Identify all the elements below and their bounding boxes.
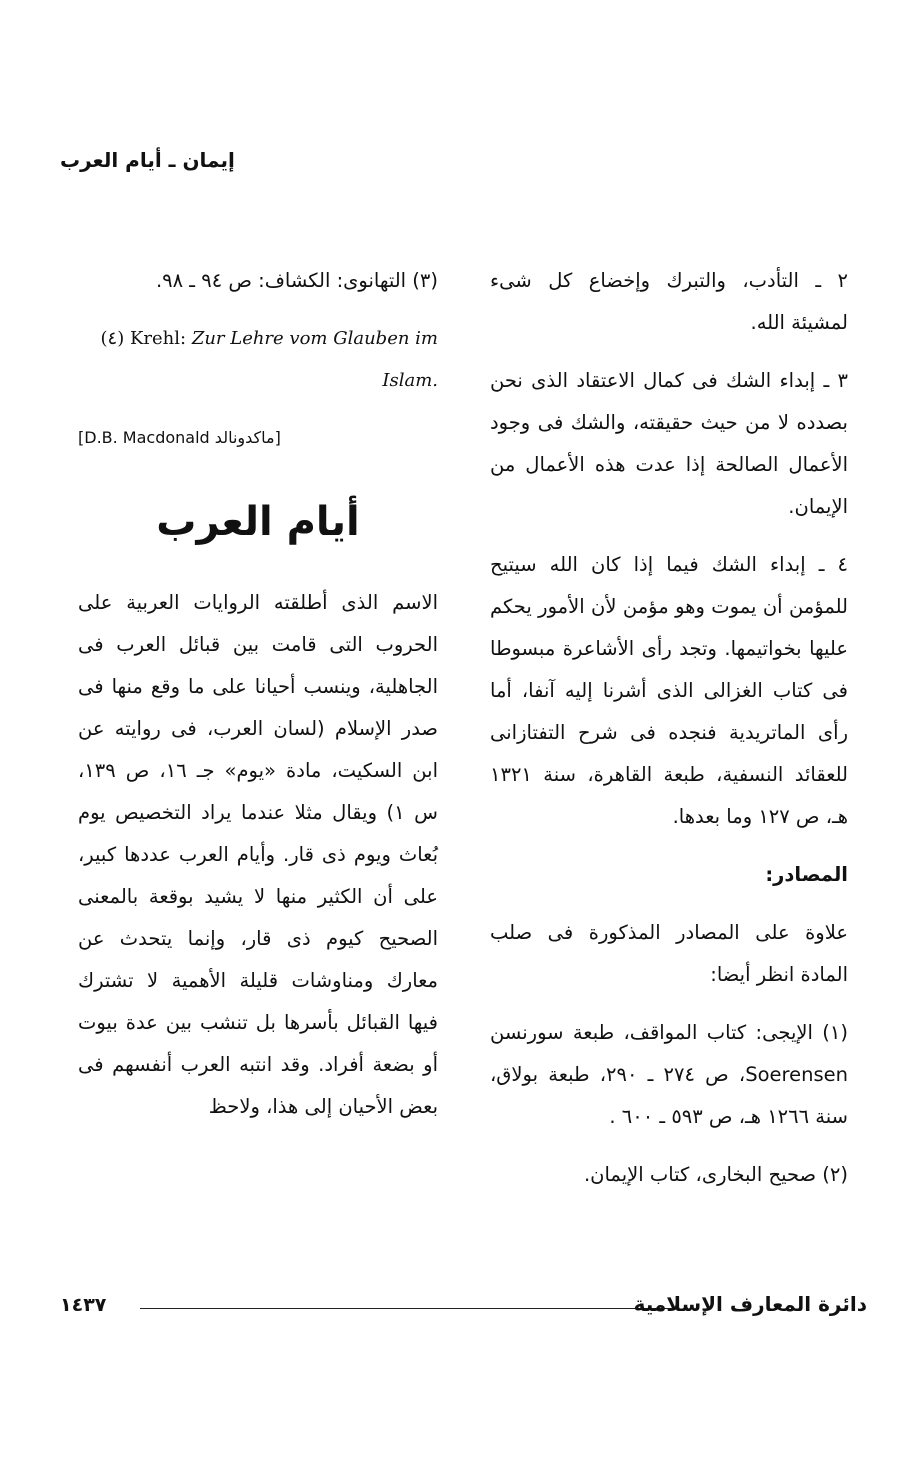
list-item: ٢ ـ التأدب، والتبرك وإخضاع كل شىء لمشيئة الله. [490, 269, 848, 334]
source-entry: (١) الإيجى: كتاب المواقف، طبعة سورنسن Soerensen، ص ٢٧٤ ـ ٢٩٠، طبعة بولاق، سنة ١٢٦٦ هـ، ص ٥٩٣ ـ ٦٠٠ . [490, 1021, 848, 1128]
source-title: Zur Lehre vom Glauben im Islam. [191, 328, 438, 391]
source-entry: (٣) التهانوى: الكشاف: ص ٩٤ ـ ٩٨. [155, 269, 438, 292]
footer-rule [140, 1308, 675, 1309]
sources-intro: علاوة على المصادر المذكورة فى صلب المادة انظر أيضا: [490, 921, 848, 986]
article-body: الاسم الذى أطلقته الروايات العربية على الحروب التى قامت بين قبائل العرب فى الجاهلية، وينسب أحيانا على ما وقع منها فى صدر الإسلام (لسان العرب، فى روايته عن ابن السكيت، مادة «يوم» جـ ١٦، ص ١٣٩، س ١) ويقال مثلا عندما يراد التخصيص يوم بُعاث ويوم ذى قار. وأيام العرب عددها كبير، على أن الكثير منها لا يشيد بوقعة بالمعنى الصحيح كيوم ذى قار، وإنما يتحدث عن معارك ومناوشات قليلة الأهمية لا تشترك فيها القبائل بأسرها بل تنشب بين عدة بيوت أو بضعة أفراد. وقد انتبه العرب أنفسهم فى بعض الأحيان إلى هذا، ولاحظ [78, 591, 438, 1118]
sources-heading: المصادر: [765, 863, 848, 886]
list-item: ٤ ـ إبداء الشك فيما إذا كان الله سيتيح للمؤمن أن يموت وهو مؤمن لأن الأمور يحكم عليها بخواتيمها. وتجد رأى الأشاعرة مبسوطا فى كتاب الغزالى الذى أشرنا إليه آنفا، أما رأى الماتريدية فنجده فى شرح التفتازانى للعقائد النسفية، طبعة القاهرة، سنة ١٣٢١ هـ، ص ١٢٧ وما بعدها. [490, 553, 848, 828]
source-author: (٤) Krehl: [100, 328, 192, 349]
right-column [490, 260, 848, 1212]
publication-name: دائرة المعارف الإسلامية [633, 1292, 867, 1316]
source-entry [78, 318, 438, 402]
list-item: ٣ ـ إبداء الشك فى كمال الاعتقاد الذى نحن بصدده لا من حيث حقيقته، والشك فى وجود الأعمال الصالحة إذا عدت هذه الأعمال من الإيمان. [490, 369, 848, 518]
article-title: أيام العرب [156, 499, 360, 545]
running-head: إيمان ـ أيام العرب [60, 148, 235, 172]
source-entry: (٢) صحيح البخارى، كتاب الإيمان. [583, 1163, 848, 1186]
page-number: ١٤٣٧ [60, 1294, 107, 1316]
author-attribution: [ماكدونالد D.B. Macdonald] [78, 428, 281, 447]
left-column [78, 260, 438, 1144]
